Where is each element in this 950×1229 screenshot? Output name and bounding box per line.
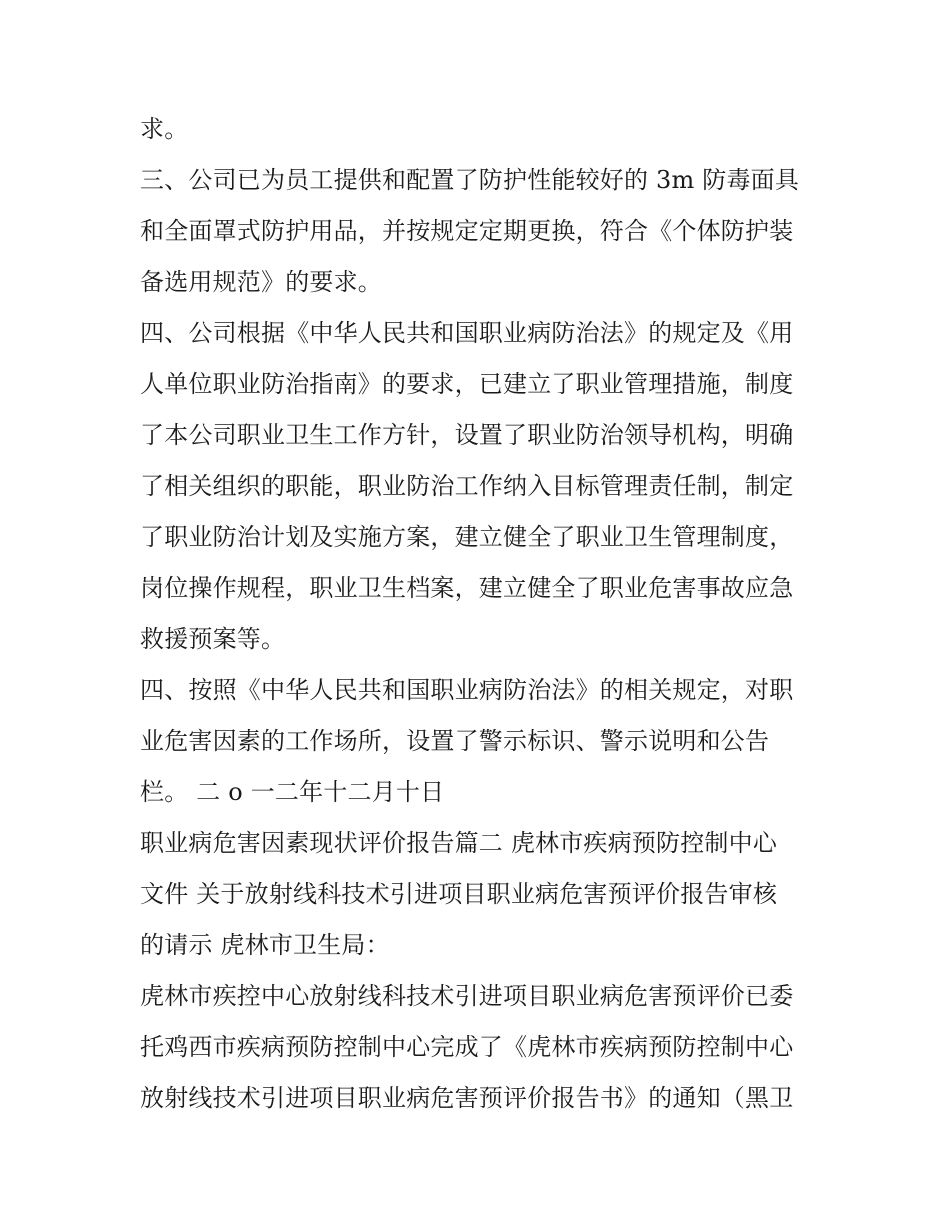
text-line: 了本公司职业卫生工作方针，设置了职业防治领导机构，明确 bbox=[140, 421, 794, 449]
text-line: 放射线技术引进项目职业病危害预评价报告书》的通知（黑卫 bbox=[140, 1084, 794, 1112]
text-line: 求。 bbox=[140, 115, 189, 143]
text-line: 的请示 虎林市卫生局： bbox=[140, 931, 390, 959]
text-line: 栏。 二 o 一二年十二月十日 bbox=[140, 778, 445, 806]
text-line: 职业病危害因素现状评价报告篇二 虎林市疾病预防控制中心 bbox=[140, 829, 778, 857]
text-line: 虎林市疾控中心放射线科技术引进项目职业病危害预评价已委 bbox=[140, 982, 794, 1010]
text-line: 三、公司已为员工提供和配置了防护性能较好的 3m 防毒面具 bbox=[140, 166, 800, 194]
text-line: 业危害因素的工作场所，设置了警示标识、警示说明和公告 bbox=[140, 727, 770, 755]
text-line: 岗位操作规程，职业卫生档案，建立健全了职业危害事故应急 bbox=[140, 574, 794, 602]
text-line: 人单位职业防治指南》的要求，已建立了职业管理措施，制度 bbox=[140, 370, 794, 398]
document-body bbox=[140, 104, 820, 1124]
text-line: 四、按照《中华人民共和国职业病防治法》的相关规定，对职 bbox=[140, 676, 794, 704]
text-line: 和全面罩式防护用品，并按规定定期更换，符合《个体防护装 bbox=[140, 217, 794, 245]
text-line: 了相关组织的职能，职业防治工作纳入目标管理责任制，制定 bbox=[140, 472, 794, 500]
text-line: 救援预案等。 bbox=[140, 625, 286, 653]
text-line: 托鸡西市疾病预防控制中心完成了《虎林市疾病预防控制中心 bbox=[140, 1033, 794, 1061]
text-line: 四、公司根据《中华人民共和国职业病防治法》的规定及《用 bbox=[140, 319, 794, 347]
text-line: 文件 关于放射线科技术引进项目职业病危害预评价报告审核 bbox=[140, 880, 778, 908]
text-line: 备选用规范》的要求。 bbox=[140, 268, 382, 296]
text-line: 了职业防治计划及实施方案，建立健全了职业卫生管理制度， bbox=[140, 523, 794, 551]
